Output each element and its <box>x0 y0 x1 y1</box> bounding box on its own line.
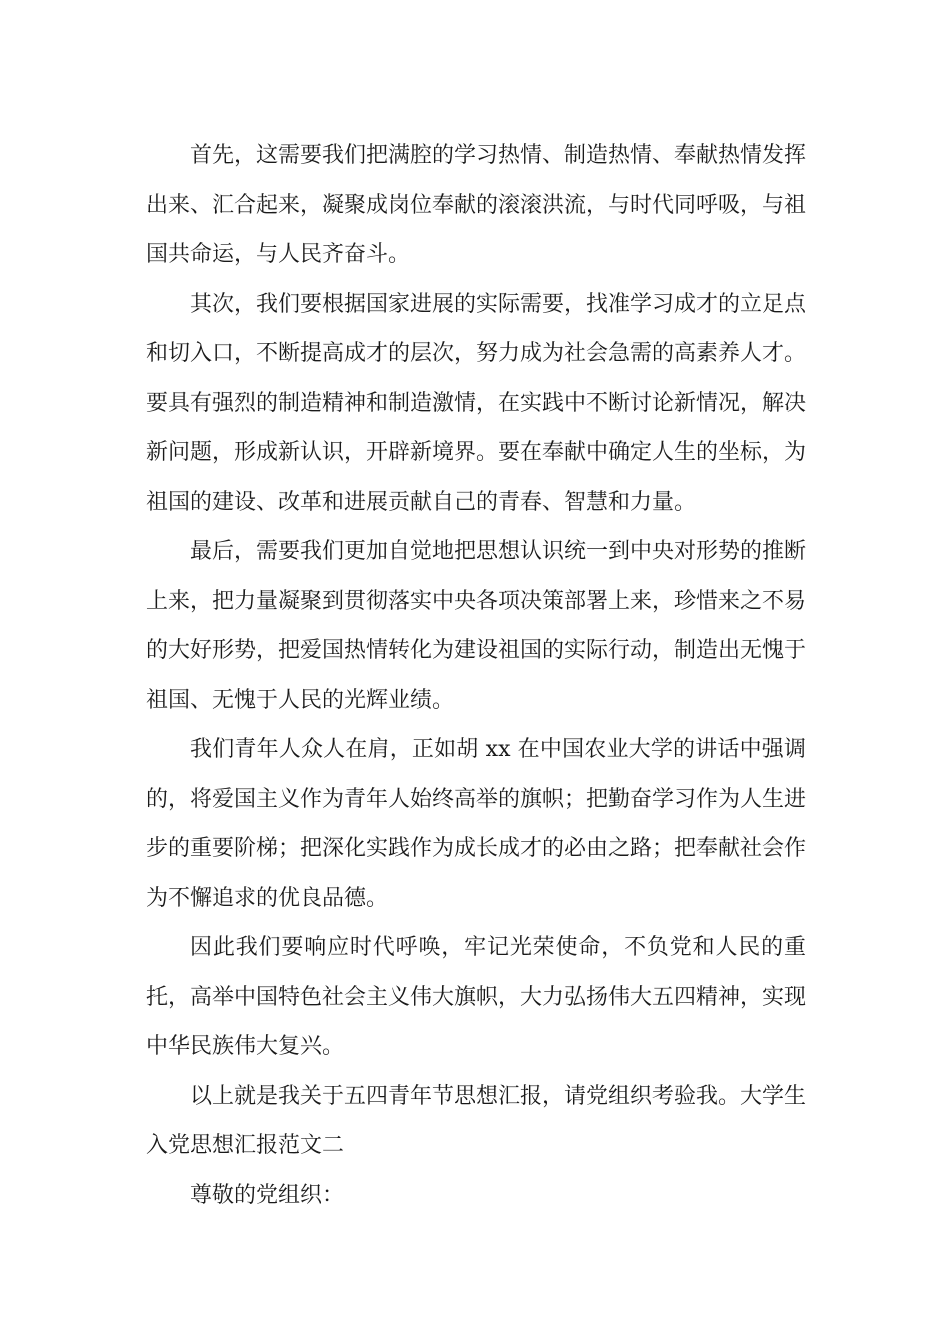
paragraph-youth: 我们青年人众人在肩，正如胡 xx 在中国农业大学的讲话中强调的，将爱国主义作为青年人始终高举的旗帜；把勤奋学习作为人生进步的重要阶梯；把深化实践作为成长成才的必由之路；把奉献社会作为不懈追求的优良品德。 <box>146 737 807 911</box>
document-body <box>146 131 806 1220</box>
paragraph-second: 其次，我们要根据国家进展的实际需要，找准学习成才的立足点和切入口，不断提高成才的层次，努力成为社会急需的高素养人才。要具有强烈的制造精神和制造激情，在实践中不断讨论新情况，解决新问题，形成新认识，开辟新境界。要在奉献中确定人生的坐标，为祖国的建设、改革和进展贡献自己的青春、智慧和力量。 <box>146 291 807 515</box>
paragraph-last: 最后，需要我们更加自觉地把思想认识统一到中央对形势的推断上来，把力量凝聚到贯彻落实中央各项决策部署上来，珍惜来之不易的大好形势，把爱国热情转化为建设祖国的实际行动，制造出无愧于祖国、无愧于人民的光辉业绩。 <box>146 539 807 713</box>
paragraph-therefore: 因此我们要响应时代呼唤，牢记光荣使命，不负党和人民的重托，高举中国特色社会主义伟大旗帜，大力弘扬伟大五四精神，实现中华民族伟大复兴。 <box>146 935 807 1059</box>
salutation: 尊敬的党组织： <box>190 1182 345 1208</box>
paragraph-first: 首先，这需要我们把满腔的学习热情、制造热情、奉献热情发挥出来、汇合起来，凝聚成岗位奉献的滚滚洪流，与时代同呼吸，与祖国共命运，与人民齐奋斗。 <box>146 143 807 267</box>
paragraph-conclusion: 以上就是我关于五四青年节思想汇报，请党组织考验我。大学生入党思想汇报范文二 <box>146 1083 807 1158</box>
